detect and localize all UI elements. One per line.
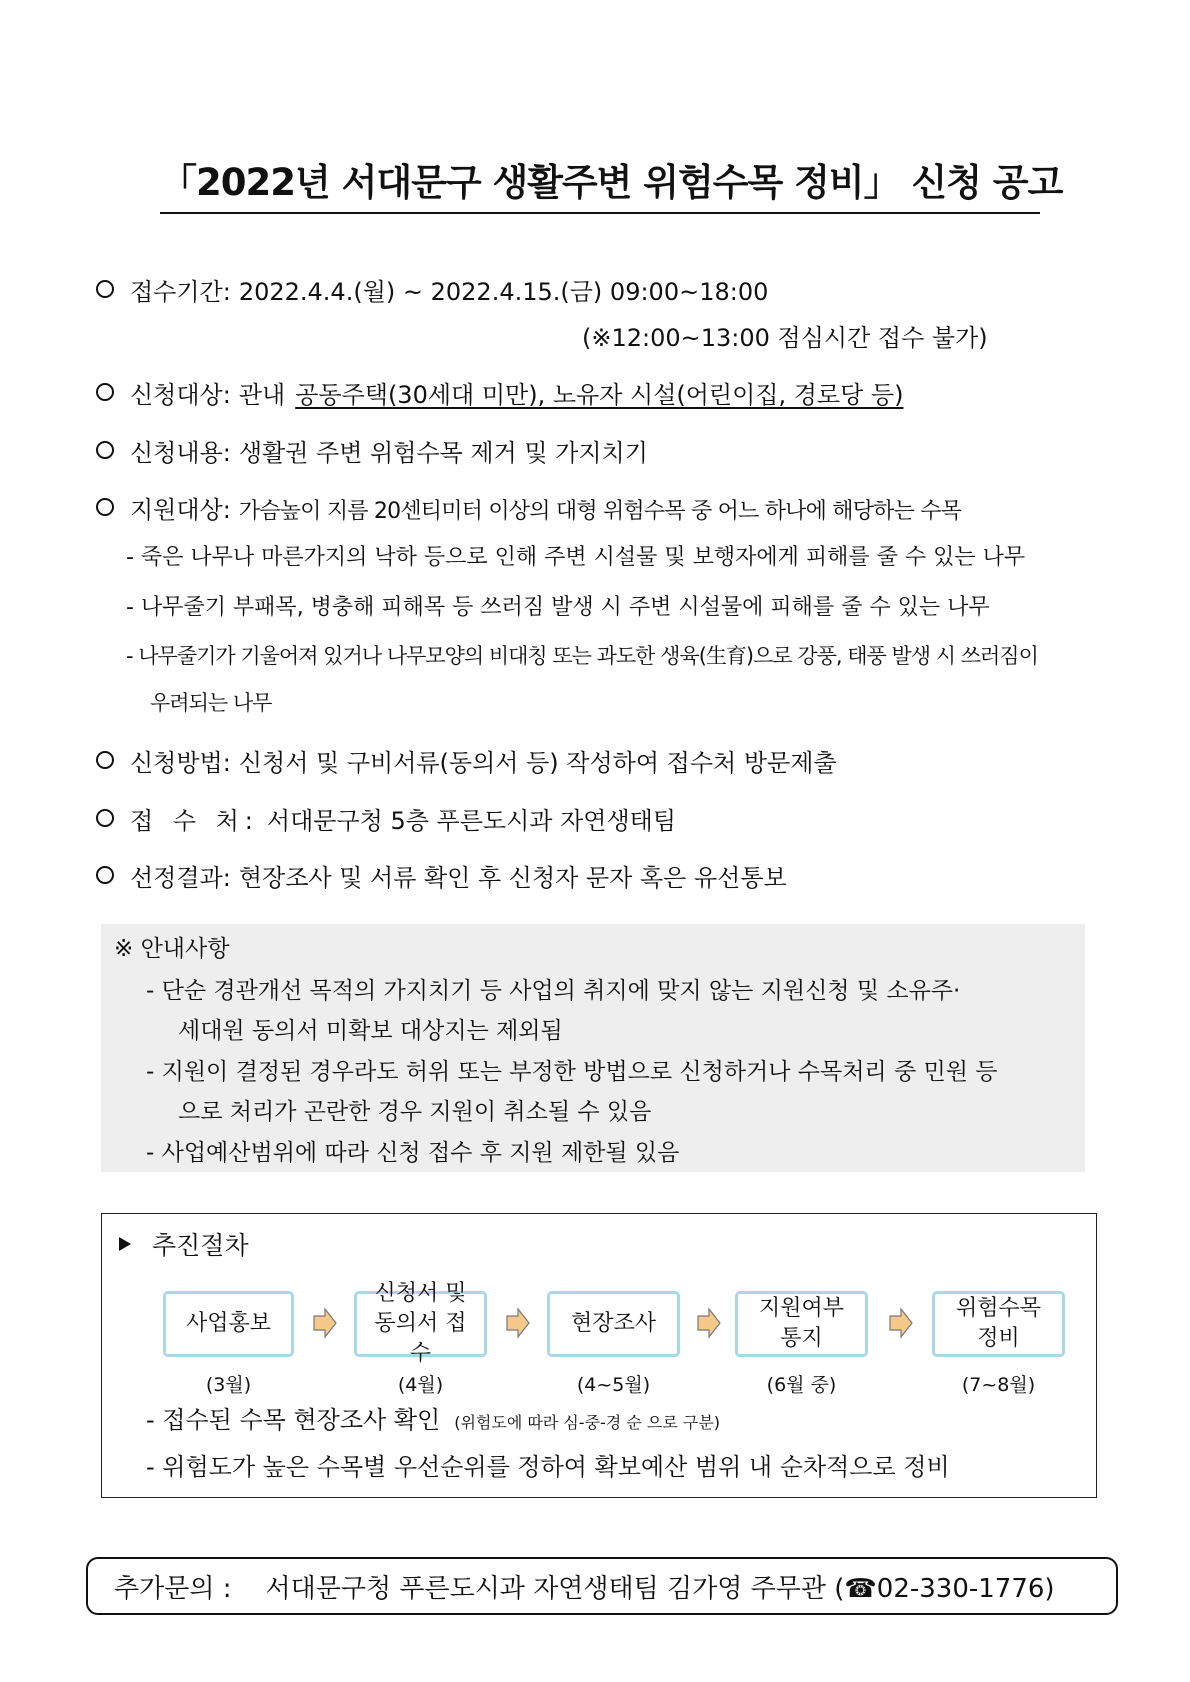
circle-bullet-icon bbox=[96, 498, 114, 516]
right-arrow-icon bbox=[312, 1306, 338, 1340]
procedure-note bbox=[146, 1400, 720, 1435]
step-label: 신청서 및 동의서 접수 bbox=[374, 1281, 467, 1366]
notice-heading: ※ 안내사항 bbox=[114, 936, 230, 962]
item-value: 2022.4.4.(월) ~ 2022.4.15.(금) 09:00~18:00 bbox=[238, 278, 769, 306]
item-label: 신청대상: bbox=[130, 381, 231, 409]
right-arrow-icon bbox=[505, 1306, 531, 1340]
circle-bullet-icon bbox=[96, 383, 114, 401]
support-subitem: - 죽은 나무나 마른가지의 낙하 등으로 인해 주변 시설물 및 보행자에게 피해를 줄 수 있는 나무 bbox=[126, 545, 1026, 570]
item-value: 서대문구청 5층 푸른도시과 자연생태팀 bbox=[266, 807, 677, 835]
item-application-content bbox=[96, 433, 648, 468]
item-reception-office bbox=[96, 801, 676, 836]
step-label: 위험수목 정비 bbox=[955, 1296, 1041, 1351]
step-timing: (4~5월) bbox=[576, 1374, 651, 1396]
procedure-step bbox=[354, 1281, 487, 1366]
circle-bullet-icon bbox=[96, 280, 114, 298]
procedure-heading-row bbox=[118, 1226, 249, 1262]
lunch-note: (※12:00~13:00 점심시간 접수 불가) bbox=[582, 324, 988, 352]
notice-line: 세대원 동의서 미확보 대상지는 제외됨 bbox=[178, 1018, 563, 1044]
procedure-step bbox=[547, 1291, 680, 1357]
procedure-note-main: - 접수된 수목 현장조사 확인 bbox=[146, 1406, 441, 1434]
contact-label: 추가문의 : bbox=[114, 1573, 232, 1604]
contact-box bbox=[86, 1557, 1118, 1615]
item-value: 가슴높이 지름 20센티미터 이상의 대형 위험수목 중 어느 하나에 해당하는 수목 bbox=[238, 499, 962, 524]
item-label: 지원대상: bbox=[130, 496, 231, 524]
procedure-note-small: (위험도에 따라 심-중-경 순 으로 구분) bbox=[454, 1413, 721, 1432]
item-value-prefix: 관내 bbox=[238, 381, 286, 409]
notice-line: - 사업예산범위에 따라 신청 접수 후 지원 제한될 있음 bbox=[146, 1140, 680, 1166]
step-timing: (4월) bbox=[397, 1374, 444, 1396]
procedure-step bbox=[735, 1291, 868, 1357]
item-label: 신청내용: bbox=[130, 439, 231, 467]
item-label: 접 수 처: bbox=[130, 807, 259, 835]
procedure-heading: 추진절차 bbox=[152, 1231, 249, 1260]
item-application-method bbox=[96, 743, 837, 778]
step-timing: (3월) bbox=[205, 1374, 252, 1396]
item-value: 현장조사 및 서류 확인 후 신청자 문자 혹은 유선통보 bbox=[238, 864, 787, 892]
page-title: 「2022년 서대문구 생활주변 위험수목 정비」 신청 공고 bbox=[160, 152, 1040, 214]
item-selection-result bbox=[96, 858, 787, 893]
procedure-note: - 위험도가 높은 수목별 우선순위를 정하여 확보예산 범위 내 순차적으로 정비 bbox=[146, 1453, 950, 1481]
notice-line: 으로 처리가 곤란한 경우 지원이 취소될 수 있음 bbox=[178, 1099, 652, 1125]
right-arrow-icon bbox=[888, 1306, 914, 1340]
item-value: 신청서 및 구비서류(동의서 등) 작성하여 접수처 방문제출 bbox=[238, 749, 837, 777]
item-label: 접수기간: bbox=[130, 278, 231, 306]
circle-bullet-icon bbox=[96, 751, 114, 769]
item-application-period bbox=[96, 272, 768, 307]
right-arrow-icon bbox=[696, 1306, 722, 1340]
support-subitem-continued: 우려되는 나무 bbox=[150, 691, 272, 715]
notice-line: - 지원이 결정된 경우라도 허위 또는 부정한 방법으로 신청하거나 수목처리 중 민원 등 bbox=[146, 1059, 998, 1085]
item-value-underlined: 공동주택(30세대 미만), 노유자 시설(어린이집, 경로당 등) bbox=[295, 381, 904, 409]
step-timing: (7~8월) bbox=[961, 1374, 1036, 1396]
circle-bullet-icon bbox=[96, 866, 114, 884]
support-subitem: - 나무줄기가 기울어져 있거나 나무모양의 비대칭 또는 과도한 생육(生育)으로 강풍, 태풍 발생 시 쓰러짐이 bbox=[126, 644, 1038, 668]
triangle-right-icon bbox=[118, 1236, 132, 1252]
step-timing: (6월 중) bbox=[766, 1374, 837, 1396]
procedure-step bbox=[163, 1291, 294, 1357]
item-eligible-applicants bbox=[96, 375, 903, 410]
step-label: 지원여부 통지 bbox=[758, 1296, 844, 1351]
item-label: 선정결과: bbox=[130, 864, 231, 892]
item-value: 생활권 주변 위험수목 제거 및 가지치기 bbox=[238, 439, 648, 467]
item-label: 신청방법: bbox=[130, 749, 231, 777]
support-subitem: - 나무줄기 부패목, 병충해 피해목 등 쓰러짐 발생 시 주변 시설물에 피해를 줄 수 있는 나무 bbox=[126, 595, 990, 620]
item-support-target bbox=[96, 490, 961, 525]
procedure-step bbox=[932, 1291, 1065, 1357]
step-label: 사업홍보 bbox=[185, 1311, 271, 1336]
notice-line: - 단순 경관개선 목적의 가지치기 등 사업의 취지에 맞지 않는 지원신청 및 소유주· bbox=[146, 978, 961, 1004]
circle-bullet-icon bbox=[96, 441, 114, 459]
circle-bullet-icon bbox=[96, 809, 114, 827]
step-label: 현장조사 bbox=[570, 1311, 656, 1336]
contact-value: 서대문구청 푸른도시과 자연생태팀 김가영 주무관 (☎02-330-1776) bbox=[265, 1573, 1055, 1604]
